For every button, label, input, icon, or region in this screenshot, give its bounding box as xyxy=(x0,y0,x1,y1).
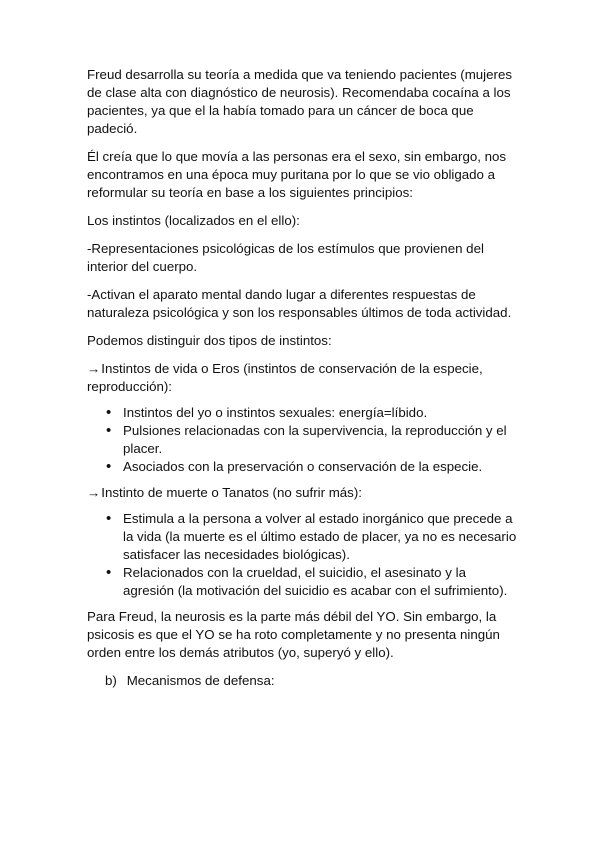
list-item: • Pulsiones relacionadas con la supervivencia, la reproducción y el placer. xyxy=(123,422,519,458)
tanatos-list xyxy=(87,510,519,600)
paragraph-instincts-intro: Los instintos (localizados en el ello): xyxy=(87,213,300,228)
paragraph-sex-puritan: Él creía que lo que movía a las personas era el sexo, sin embargo, nos encontramos en una época muy puritana por lo que se vio obligado a reformular su teoría en base a los siguientes principios: xyxy=(87,149,507,200)
section-title: Mecanismos de defensa: xyxy=(126,673,275,688)
arrow-right-icon: → xyxy=(87,361,101,376)
list-item: • Relacionados con la crueldad, el suicidio, el asesinato y la agresión (la motivación del suicidio es acabar con el sufrimiento). xyxy=(123,564,519,600)
eros-list xyxy=(87,404,519,476)
tanatos-heading-text: Instinto de muerte o Tanatos (no sufrir más): xyxy=(101,485,362,500)
list-item: • Estimula a la persona a volver al estado inorgánico que precede a la vida (la muerte es el último estado de placer, ya no es necesario satisfacer las necesidades biológicas). xyxy=(123,510,519,564)
eros-heading-text: Instintos de vida o Eros (instintos de conservación de la especie, reproducción): xyxy=(87,361,483,394)
paragraph-mental-apparatus: -Activan el aparato mental dando lugar a diferentes respuestas de naturaleza psicológica y son los responsables últimos de toda actividad. xyxy=(87,287,512,320)
list-item: • Asociados con la preservación o conservación de la especie. xyxy=(123,458,519,476)
paragraph-closing: Para Freud, la neurosis es la parte más débil del YO. Sin embargo, la psicosis es que el YO se ha roto completamente y no presenta ningún orden entre los demás atributos (yo, superyó y ello). xyxy=(87,609,500,660)
arrow-right-icon: → xyxy=(87,485,101,500)
list-item: • Instintos del yo o instintos sexuales: energía=líbido. xyxy=(123,404,519,422)
tanatos-heading xyxy=(87,484,519,502)
paragraph-two-types: Podemos distinguir dos tipos de instintos: xyxy=(87,333,332,348)
paragraph-freud-theory: Freud desarrolla su teoría a medida que va teniendo pacientes (mujeres de clase alta con diagnóstico de neurosis). Recomendaba cocaína a los pacientes, ya que el la había tomado para un cáncer de boca que padeció. xyxy=(87,67,513,136)
document-page xyxy=(87,66,519,700)
section-letter: b) xyxy=(105,673,117,688)
paragraph-psychological-representations: -Representaciones psicológicas de los estímulos que provienen del interior del cuerpo. xyxy=(87,241,484,274)
section-b-heading xyxy=(87,672,519,690)
eros-heading xyxy=(87,360,519,396)
